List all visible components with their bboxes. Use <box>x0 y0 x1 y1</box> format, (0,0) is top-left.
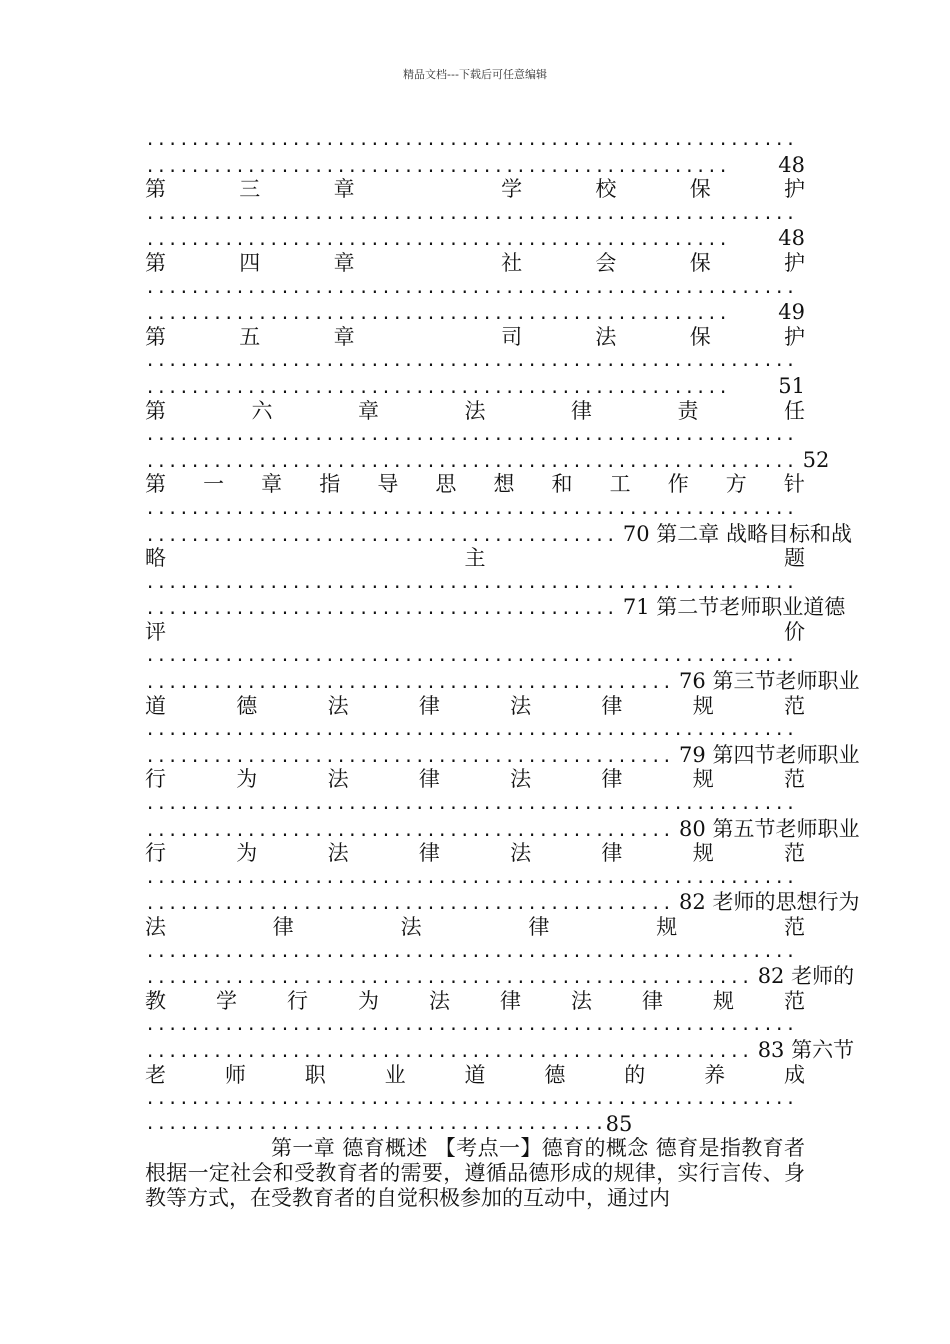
toc-title-char: 法 <box>464 398 486 423</box>
toc-dot-leader: .................................................... <box>145 156 730 177</box>
toc-dot-leader: ............................................... <box>145 894 674 915</box>
toc-entry-title <box>145 989 805 1014</box>
toc-title-char: 法 <box>327 841 349 866</box>
toc-title-char: 工 <box>609 472 631 497</box>
toc-title-char: 思 <box>435 472 457 497</box>
toc-page-line <box>145 964 855 989</box>
toc-page-number: 48 <box>778 152 805 177</box>
toc-page-number: 82 老师的 <box>757 964 855 989</box>
toc-dot-leader: ............................................... <box>145 820 674 841</box>
toc-dot-leader: .......................................... <box>145 599 617 620</box>
toc-entry-title <box>145 915 805 940</box>
toc-title-char: 律 <box>418 841 440 866</box>
toc-dot-leader: .......................................................... <box>145 130 797 150</box>
toc-title-char: 学 <box>501 177 523 202</box>
toc-title-char: 道 <box>464 1062 486 1087</box>
toc-title-char: 行 <box>287 988 308 1013</box>
toc-title-char: 法 <box>327 693 349 718</box>
toc-title-char: 为 <box>236 767 258 792</box>
toc-title-char: 师 <box>224 1062 246 1087</box>
toc-page-line <box>145 742 860 768</box>
toc-title-char: 法 <box>510 693 532 718</box>
toc-title-char: 想 <box>493 472 515 497</box>
toc-title-char: 律 <box>418 767 440 792</box>
toc-title-char: 法 <box>327 767 349 792</box>
toc-title-char: 一 <box>203 472 225 497</box>
toc-title-char: 规 <box>692 841 714 866</box>
toc-page-line <box>145 300 805 325</box>
toc-title-char: 护 <box>783 324 805 349</box>
toc-title-char: 章 <box>333 177 355 202</box>
toc-title-char: 法 <box>400 915 422 939</box>
toc-title-char: 律 <box>418 693 440 718</box>
toc-dot-leader: .......................................................... <box>145 867 797 888</box>
toc-title-char: 评 <box>145 619 166 644</box>
toc-title-char: 法 <box>429 988 450 1013</box>
toc-page-line <box>145 447 830 473</box>
toc-title-char: 律 <box>500 988 521 1013</box>
page-header: 精品文档---下载后可任意编辑 <box>403 68 547 81</box>
toc-entry-title <box>145 1063 805 1088</box>
toc-dot-leader: .......................................................... <box>145 720 797 741</box>
toc-dot-leader: .......................................................... <box>145 1089 797 1110</box>
toc-dot-leader: .......................................................... <box>145 425 797 446</box>
toc-title-char: 为 <box>236 841 258 866</box>
toc-title-char: 法 <box>510 841 532 866</box>
toc-title-char: 保 <box>689 177 711 202</box>
toc-title-char: 律 <box>601 767 623 792</box>
toc-title-char: 学 <box>216 988 237 1013</box>
toc-title-char: 章 <box>333 250 355 275</box>
toc-dot-leader: .......................................................... <box>145 572 797 593</box>
toc-dot-leader: .................................................... <box>145 230 730 251</box>
toc-title-char: 范 <box>783 767 805 792</box>
toc-page-line <box>145 816 860 842</box>
toc-title-char: 范 <box>783 915 805 939</box>
toc-title-char: 为 <box>358 988 379 1013</box>
toc-entry-title <box>145 399 805 424</box>
toc-entry-title <box>145 767 805 792</box>
toc-dot-leader: .......................................................... <box>145 351 797 372</box>
toc-title-char: 司 <box>501 324 523 349</box>
toc-title-char: 第 <box>145 324 166 349</box>
toc-title-char: 范 <box>784 988 805 1013</box>
toc-title-char: 业 <box>384 1062 406 1087</box>
toc-title-char: 教 <box>145 988 166 1013</box>
toc-page-number: 82 老师的思想行为 <box>679 890 860 915</box>
toc-page-line <box>145 1037 855 1063</box>
toc-title-char: 第 <box>145 398 166 423</box>
toc-title-char: 律 <box>272 915 294 939</box>
toc-page-number: 85 <box>605 1111 633 1136</box>
toc-dot-leader: .......................................... <box>145 525 617 546</box>
toc-title-char: 章 <box>358 398 379 423</box>
toc-page-number: 79 第四节老师职业 <box>679 742 860 767</box>
toc-dot-leader: ......................................... <box>145 1113 606 1134</box>
toc-title-char: 道 <box>145 693 166 718</box>
toc-title-char: 德 <box>236 693 258 718</box>
toc-title-char: 导 <box>377 472 399 497</box>
toc-title-char: 律 <box>642 988 663 1013</box>
toc-title-char: 律 <box>528 915 550 939</box>
toc-content <box>145 128 860 1211</box>
toc-title-char: 规 <box>692 693 714 718</box>
toc-title-char: 第 <box>145 472 166 497</box>
toc-title-char: 略 <box>145 546 166 571</box>
toc-title-char: 的 <box>624 1062 646 1087</box>
toc-dot-leader: .................................................... <box>145 377 730 398</box>
toc-dot-leader: ............................................... <box>145 746 674 767</box>
toc-title-char: 责 <box>677 398 699 423</box>
toc-title-char: 和 <box>551 472 573 497</box>
toc-page-line <box>145 153 805 178</box>
toc-entry-title <box>145 694 805 719</box>
toc-title-char: 保 <box>689 250 711 275</box>
toc-title-char: 律 <box>601 841 623 866</box>
toc-title-char: 第 <box>145 177 166 202</box>
toc-entry-title <box>145 841 805 866</box>
toc-dot-leader: .......................................................... <box>145 498 797 519</box>
toc-title-char: 护 <box>783 250 805 275</box>
toc-title-char: 题 <box>784 546 805 571</box>
toc-entry-title <box>145 546 805 571</box>
toc-title-char: 校 <box>595 177 617 202</box>
toc-entry-title <box>145 472 805 497</box>
toc-dot-leader: .......................................................... <box>145 451 797 472</box>
toc-title-char: 护 <box>783 177 805 202</box>
toc-page-line <box>145 226 805 251</box>
toc-dot-leader: .......................................................... <box>145 941 797 962</box>
toc-title-char: 德 <box>544 1062 566 1087</box>
toc-title-char: 老 <box>145 1062 166 1087</box>
toc-title-char: 针 <box>783 472 805 497</box>
toc-title-char: 法 <box>510 767 532 792</box>
toc-title-char: 规 <box>713 988 734 1013</box>
toc-entry-title <box>145 325 805 350</box>
toc-dot-leader: .......................................................... <box>145 646 797 667</box>
toc-page-number: 80 第五节老师职业 <box>679 816 860 841</box>
toc-title-char: 规 <box>656 915 678 939</box>
toc-title-char: 社 <box>501 250 523 275</box>
toc-entry-title <box>145 620 805 645</box>
toc-title-char: 三 <box>239 177 261 202</box>
toc-page-line <box>145 890 860 915</box>
toc-entry-title <box>145 251 805 276</box>
toc-title-char: 规 <box>692 767 714 792</box>
toc-dot-leader: ............................................... <box>145 673 674 694</box>
toc-title-char: 法 <box>571 988 592 1013</box>
toc-title-char: 方 <box>725 472 747 497</box>
toc-page-number: 52 <box>802 447 830 472</box>
toc-title-char: 成 <box>784 1062 805 1087</box>
toc-page-number: 76 第三节老师职业 <box>679 669 860 694</box>
toc-page-line <box>145 669 860 694</box>
toc-page-number: 71 第二节老师职业道德 <box>622 595 846 620</box>
toc-dot-leader: ...................................................... <box>145 1041 752 1062</box>
toc-title-char: 指 <box>319 472 341 497</box>
toc-title-char: 六 <box>251 398 273 423</box>
toc-page-line <box>145 1112 805 1137</box>
toc-title-char: 章 <box>261 472 283 497</box>
toc-dot-leader: .......................................................... <box>145 794 797 815</box>
toc-title-char: 法 <box>145 915 166 939</box>
toc-dot-leader: .................................................... <box>145 304 730 325</box>
toc-page-line <box>145 521 852 547</box>
toc-dot-leader: ...................................................... <box>145 968 752 989</box>
toc-title-char: 行 <box>145 841 166 866</box>
toc-page-number: 83 第六节 <box>757 1037 855 1062</box>
toc-title-char: 主 <box>464 546 486 571</box>
toc-title-char: 作 <box>667 472 689 497</box>
toc-title-char: 职 <box>304 1062 326 1087</box>
toc-title-char: 法 <box>595 324 617 349</box>
toc-title-char: 范 <box>783 693 805 718</box>
toc-page-number: 51 <box>778 373 805 398</box>
toc-title-char: 会 <box>595 250 617 275</box>
toc-title-char: 任 <box>784 398 805 423</box>
toc-page-number: 70 第二章 战略目标和战 <box>622 521 852 546</box>
toc-page-number: 48 <box>778 226 805 251</box>
toc-title-char: 律 <box>571 398 592 423</box>
toc-title-char: 养 <box>704 1062 726 1087</box>
body-paragraph: 第一章 德育概述 【考点一】德育的概念 德育是指教育者根据一定社会和受教育者的需要，遵循品德形成的规律，实行言传、身教等方式，在受教育者的自觉积极参加的互动中，通过内 <box>145 1136 805 1211</box>
toc-title-char: 保 <box>689 324 711 349</box>
toc-title-char: 四 <box>239 250 261 275</box>
toc-page-number: 49 <box>778 300 805 325</box>
toc-page-line <box>145 374 805 399</box>
toc-title-char: 五 <box>239 324 261 349</box>
toc-title-char: 行 <box>145 767 166 792</box>
toc-title-char: 律 <box>601 693 623 718</box>
toc-title-char: 第 <box>145 250 166 275</box>
toc-title-char: 范 <box>783 841 805 866</box>
toc-title-char: 章 <box>333 324 355 349</box>
toc-title-char: 价 <box>784 619 805 644</box>
toc-dot-leader: .......................................................... <box>145 1015 797 1036</box>
toc-page-line <box>145 595 846 620</box>
toc-dot-leader: .......................................................... <box>145 203 797 224</box>
toc-entry-title <box>145 177 805 202</box>
toc-dot-leader: .......................................................... <box>145 277 797 298</box>
